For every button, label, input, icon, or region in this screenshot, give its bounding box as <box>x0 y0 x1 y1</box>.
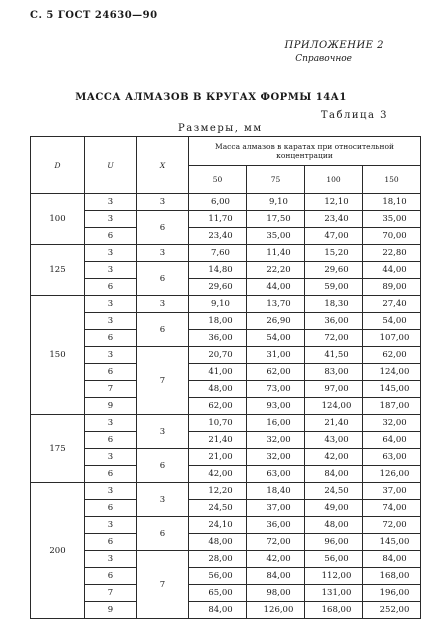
cell-mass: 36,00 <box>189 330 247 347</box>
cell-mass: 29,60 <box>305 262 363 279</box>
cell-mass: 12,20 <box>189 483 247 500</box>
cell-d: 100 <box>31 194 85 245</box>
cell-mass: 72,00 <box>363 517 421 534</box>
table-row <box>31 483 421 500</box>
cell-mass: 13,70 <box>247 296 305 313</box>
cell-mass: 65,00 <box>189 585 247 602</box>
table-body <box>31 194 421 619</box>
table-row <box>31 364 421 381</box>
cell-u: 3 <box>85 262 137 279</box>
cell-mass: 48,00 <box>189 534 247 551</box>
cell-mass: 63,00 <box>363 449 421 466</box>
cell-mass: 97,00 <box>305 381 363 398</box>
cell-u: 7 <box>85 585 137 602</box>
cell-mass: 29,60 <box>189 279 247 296</box>
cell-mass: 23,40 <box>189 228 247 245</box>
cell-mass: 36,00 <box>247 517 305 534</box>
cell-x: 7 <box>137 347 189 415</box>
conc-header: 50 <box>189 166 247 194</box>
cell-mass: 35,00 <box>363 211 421 228</box>
cell-mass: 14,80 <box>189 262 247 279</box>
reference-label: Справочное <box>295 54 352 64</box>
cell-mass: 168,00 <box>305 602 363 619</box>
cell-mass: 12,10 <box>305 194 363 211</box>
cell-mass: 124,00 <box>363 364 421 381</box>
cell-mass: 89,00 <box>363 279 421 296</box>
cell-mass: 6,00 <box>189 194 247 211</box>
col-header-u: U <box>85 137 137 194</box>
cell-u: 6 <box>85 228 137 245</box>
document-title: МАССА АЛМАЗОВ В КРУГАХ ФОРМЫ 14А1 <box>75 92 347 103</box>
cell-mass: 84,00 <box>189 602 247 619</box>
cell-mass: 36,00 <box>305 313 363 330</box>
cell-u: 3 <box>85 245 137 262</box>
cell-u: 3 <box>85 296 137 313</box>
cell-mass: 62,00 <box>363 347 421 364</box>
table-row <box>31 381 421 398</box>
cell-mass: 48,00 <box>189 381 247 398</box>
table-row <box>31 245 421 262</box>
cell-mass: 54,00 <box>247 330 305 347</box>
cell-mass: 16,00 <box>247 415 305 432</box>
cell-u: 6 <box>85 466 137 483</box>
col-header-d: D <box>31 137 85 194</box>
cell-u: 3 <box>85 313 137 330</box>
cell-mass: 131,00 <box>305 585 363 602</box>
cell-mass: 56,00 <box>305 551 363 568</box>
cell-u: 9 <box>85 398 137 415</box>
table-row <box>31 551 421 568</box>
cell-mass: 28,00 <box>189 551 247 568</box>
cell-mass: 24,50 <box>305 483 363 500</box>
table-row <box>31 313 421 330</box>
cell-mass: 31,00 <box>247 347 305 364</box>
cell-mass: 126,00 <box>363 466 421 483</box>
cell-mass: 72,00 <box>305 330 363 347</box>
cell-u: 9 <box>85 602 137 619</box>
table-row <box>31 534 421 551</box>
cell-mass: 32,00 <box>247 432 305 449</box>
cell-mass: 84,00 <box>247 568 305 585</box>
cell-mass: 126,00 <box>247 602 305 619</box>
cell-mass: 15,20 <box>305 245 363 262</box>
cell-mass: 72,00 <box>247 534 305 551</box>
cell-mass: 145,00 <box>363 381 421 398</box>
cell-x: 3 <box>137 483 189 517</box>
cell-x: 3 <box>137 194 189 211</box>
cell-u: 3 <box>85 211 137 228</box>
table-row <box>31 449 421 466</box>
cell-d: 150 <box>31 296 85 415</box>
cell-x: 3 <box>137 245 189 262</box>
cell-mass: 96,00 <box>305 534 363 551</box>
cell-u: 3 <box>85 449 137 466</box>
cell-mass: 37,00 <box>247 500 305 517</box>
table-row <box>31 296 421 313</box>
cell-mass: 83,00 <box>305 364 363 381</box>
cell-mass: 196,00 <box>363 585 421 602</box>
cell-mass: 42,00 <box>247 551 305 568</box>
cell-u: 6 <box>85 534 137 551</box>
table-row <box>31 398 421 415</box>
table-row <box>31 330 421 347</box>
cell-mass: 168,00 <box>363 568 421 585</box>
cell-mass: 32,00 <box>363 415 421 432</box>
cell-mass: 24,10 <box>189 517 247 534</box>
cell-mass: 62,00 <box>189 398 247 415</box>
table-row <box>31 194 421 211</box>
cell-mass: 252,00 <box>363 602 421 619</box>
cell-mass: 22,20 <box>247 262 305 279</box>
cell-u: 6 <box>85 364 137 381</box>
cell-x: 6 <box>137 449 189 483</box>
cell-x: 6 <box>137 262 189 296</box>
cell-mass: 24,50 <box>189 500 247 517</box>
cell-mass: 23,40 <box>305 211 363 228</box>
cell-u: 3 <box>85 551 137 568</box>
cell-x: 6 <box>137 211 189 245</box>
cell-d: 125 <box>31 245 85 296</box>
cell-mass: 20,70 <box>189 347 247 364</box>
cell-mass: 73,00 <box>247 381 305 398</box>
cell-mass: 84,00 <box>363 551 421 568</box>
cell-mass: 59,00 <box>305 279 363 296</box>
cell-mass: 62,00 <box>247 364 305 381</box>
cell-mass: 32,00 <box>247 449 305 466</box>
cell-u: 3 <box>85 347 137 364</box>
cell-mass: 10,70 <box>189 415 247 432</box>
cell-mass: 107,00 <box>363 330 421 347</box>
table-row <box>31 585 421 602</box>
cell-mass: 21,40 <box>305 415 363 432</box>
cell-mass: 11,70 <box>189 211 247 228</box>
diamond-mass-table <box>30 136 421 619</box>
cell-x: 3 <box>137 296 189 313</box>
cell-mass: 9,10 <box>247 194 305 211</box>
cell-mass: 64,00 <box>363 432 421 449</box>
cell-mass: 11,40 <box>247 245 305 262</box>
cell-mass: 84,00 <box>305 466 363 483</box>
cell-mass: 47,00 <box>305 228 363 245</box>
cell-u: 6 <box>85 568 137 585</box>
cell-mass: 124,00 <box>305 398 363 415</box>
cell-u: 6 <box>85 279 137 296</box>
cell-u: 6 <box>85 500 137 517</box>
cell-mass: 49,00 <box>305 500 363 517</box>
cell-mass: 187,00 <box>363 398 421 415</box>
conc-header: 75 <box>247 166 305 194</box>
cell-mass: 112,00 <box>305 568 363 585</box>
col-header-x: X <box>137 137 189 194</box>
cell-mass: 26,90 <box>247 313 305 330</box>
cell-u: 3 <box>85 415 137 432</box>
cell-x: 6 <box>137 517 189 551</box>
cell-mass: 21,00 <box>189 449 247 466</box>
cell-mass: 22,80 <box>363 245 421 262</box>
cell-mass: 56,00 <box>189 568 247 585</box>
cell-mass: 145,00 <box>363 534 421 551</box>
cell-u: 6 <box>85 330 137 347</box>
cell-mass: 48,00 <box>305 517 363 534</box>
table-row <box>31 211 421 228</box>
table-row <box>31 279 421 296</box>
table-row <box>31 517 421 534</box>
appendix-label: ПРИЛОЖЕНИЕ 2 <box>284 40 384 51</box>
cell-mass: 17,50 <box>247 211 305 228</box>
page-header: С. 5 ГОСТ 24630—90 <box>30 10 158 21</box>
cell-mass: 18,30 <box>305 296 363 313</box>
cell-mass: 42,00 <box>189 466 247 483</box>
table-row <box>31 432 421 449</box>
cell-mass: 98,00 <box>247 585 305 602</box>
table-row <box>31 500 421 517</box>
cell-u: 6 <box>85 432 137 449</box>
cell-x: 6 <box>137 313 189 347</box>
cell-mass: 18,00 <box>189 313 247 330</box>
cell-mass: 27,40 <box>363 296 421 313</box>
cell-mass: 41,00 <box>189 364 247 381</box>
cell-mass: 35,00 <box>247 228 305 245</box>
group-header: Масса алмазов в каратах при относительной концентрации <box>189 137 421 166</box>
table-row <box>31 602 421 619</box>
table-number: Таблица 3 <box>320 110 388 121</box>
cell-d: 175 <box>31 415 85 483</box>
table-row <box>31 347 421 364</box>
table-row <box>31 466 421 483</box>
dimensions-label: Размеры, мм <box>178 123 263 134</box>
cell-mass: 7,60 <box>189 245 247 262</box>
table-row <box>31 568 421 585</box>
cell-mass: 43,00 <box>305 432 363 449</box>
cell-d: 200 <box>31 483 85 619</box>
table-row <box>31 262 421 279</box>
cell-mass: 44,00 <box>247 279 305 296</box>
cell-mass: 42,00 <box>305 449 363 466</box>
table-row <box>31 415 421 432</box>
cell-u: 3 <box>85 483 137 500</box>
cell-mass: 37,00 <box>363 483 421 500</box>
cell-u: 3 <box>85 517 137 534</box>
cell-mass: 70,00 <box>363 228 421 245</box>
cell-mass: 21,40 <box>189 432 247 449</box>
cell-mass: 9,10 <box>189 296 247 313</box>
cell-mass: 93,00 <box>247 398 305 415</box>
cell-x: 3 <box>137 415 189 449</box>
cell-mass: 54,00 <box>363 313 421 330</box>
cell-mass: 41,50 <box>305 347 363 364</box>
cell-mass: 63,00 <box>247 466 305 483</box>
cell-u: 7 <box>85 381 137 398</box>
cell-x: 7 <box>137 551 189 619</box>
cell-mass: 74,00 <box>363 500 421 517</box>
table-row <box>31 228 421 245</box>
cell-mass: 18,40 <box>247 483 305 500</box>
cell-mass: 18,10 <box>363 194 421 211</box>
cell-mass: 44,00 <box>363 262 421 279</box>
cell-u: 3 <box>85 194 137 211</box>
conc-header: 150 <box>363 166 421 194</box>
conc-header: 100 <box>305 166 363 194</box>
